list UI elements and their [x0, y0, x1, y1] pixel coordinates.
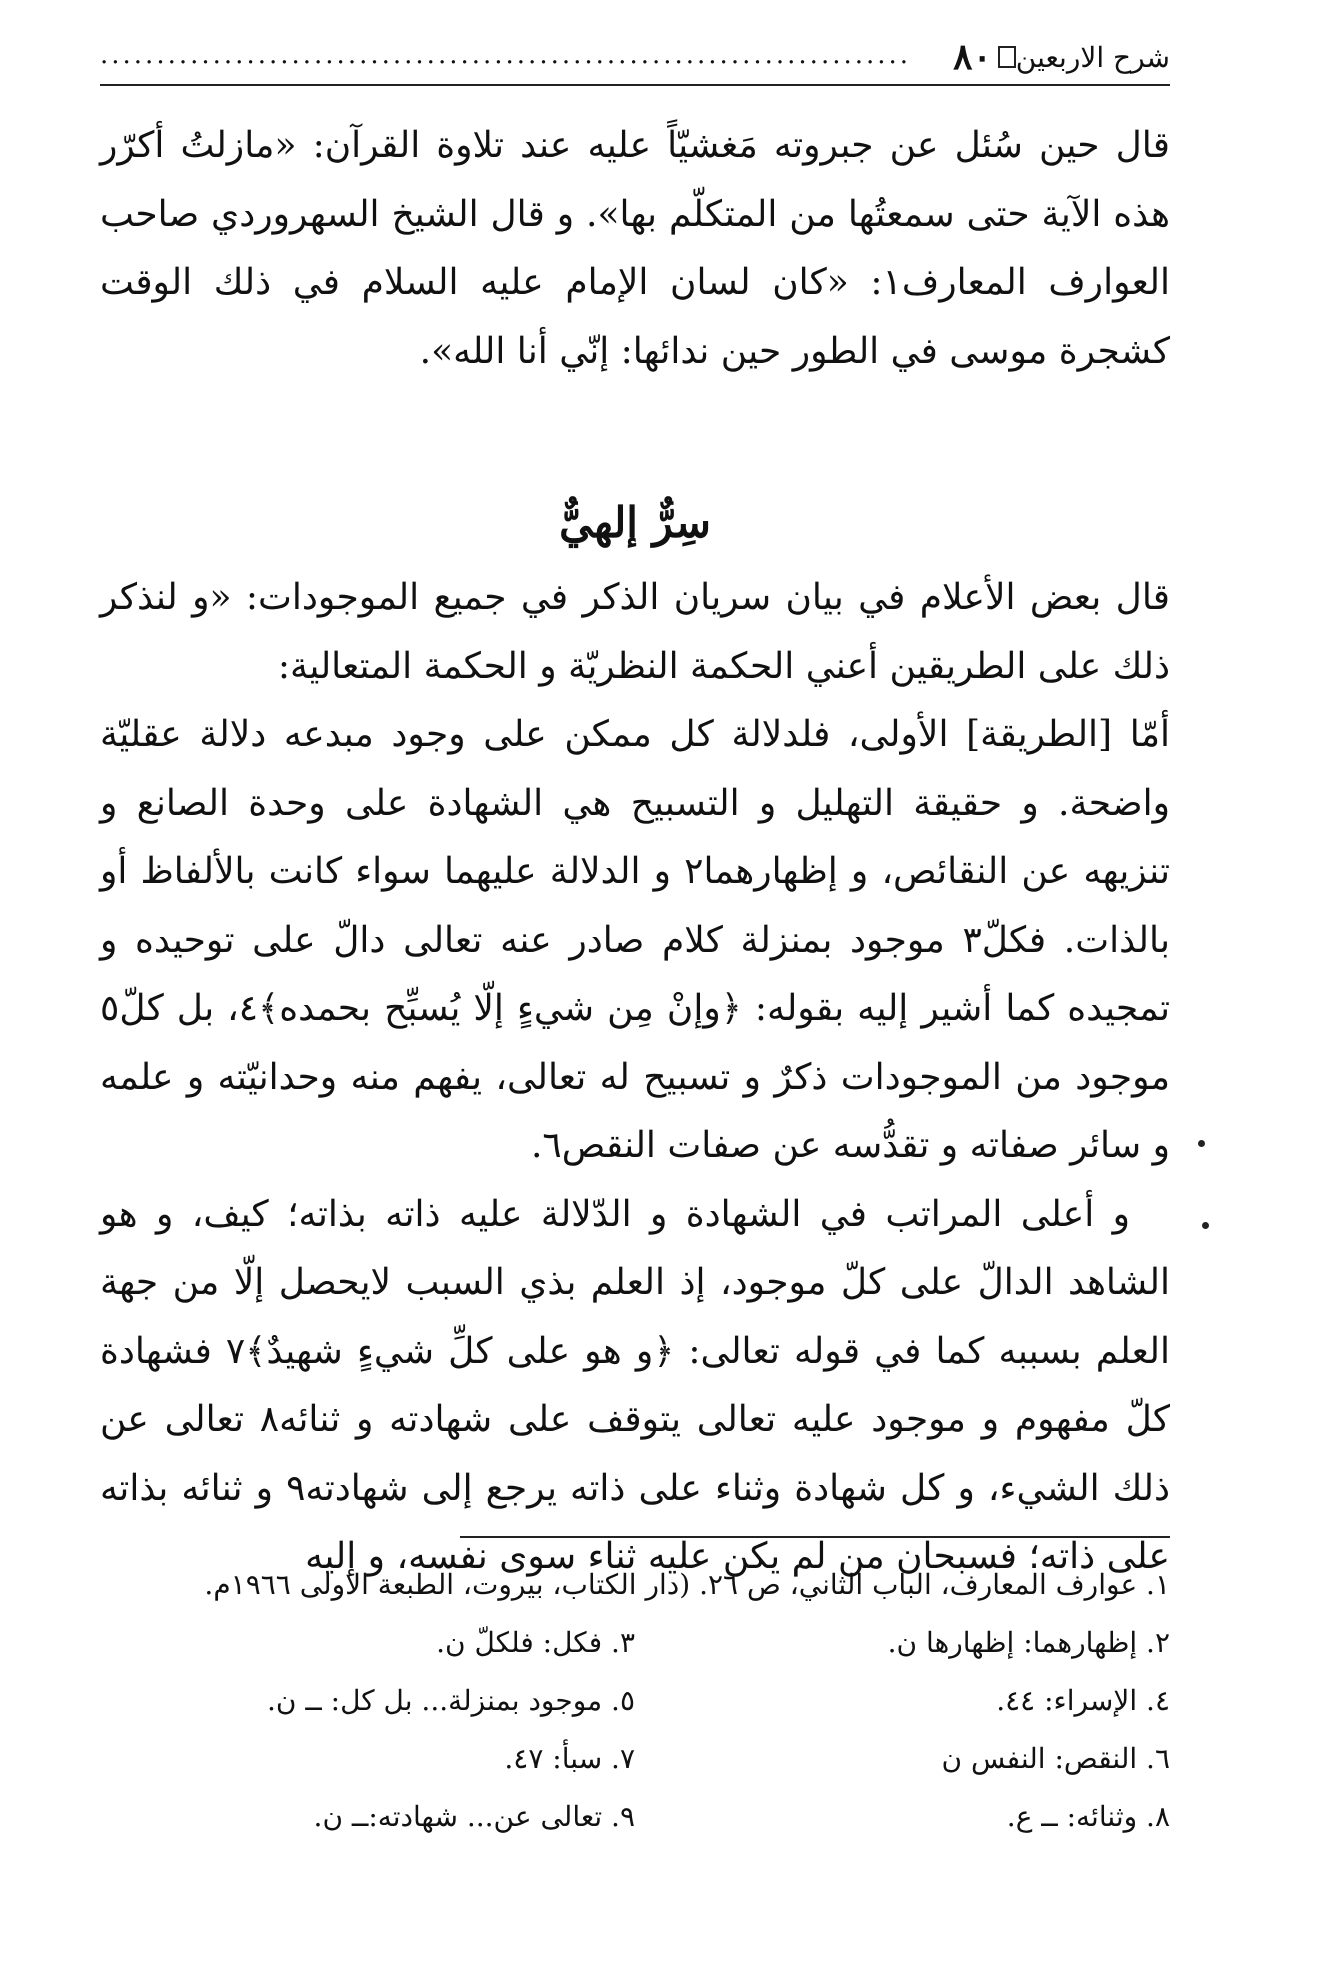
footnote-4: ٤. الإسراء: ٤٤.	[996, 1684, 1170, 1717]
footnote-8: ٨. وثنائه: ــ ع.	[1006, 1800, 1170, 1833]
footnote-7: ٧. سبأ: ٤٧.	[504, 1742, 635, 1775]
header-leader-dots: ........................................................................	[100, 40, 912, 70]
footnote-6: ٦. النقص: النفس ن	[941, 1742, 1170, 1775]
running-header	[100, 32, 1170, 86]
footnote-row	[100, 1788, 1170, 1846]
paragraph-intro: قال حين سُئل عن جبروته مَغشيّاً عليه عند تلاوة القرآن: «مازلتُ أكرّر هذه الآية حتى سمعتُها من المتكلّم بها». و قال الشيخ السهروردي صاحب العوارف المعارف١: «كان لسان الإمام عليه السلام في ذلك الوقت كشجرة موسى في الطور حين ندائها: إنّي أنا الله».	[100, 125, 1170, 372]
margin-dot	[1202, 1222, 1209, 1229]
page-number: ٨٠	[953, 36, 992, 78]
footnotes	[100, 1556, 1170, 1846]
footnote-1: ١. عوارف المعارف، الباب الثاني، ص ٢٦. (دار الكتاب، بيروت، الطبعة الاولى ١٩٦٦م.	[204, 1568, 1170, 1601]
section-heading: سِرٌّ إلهيٌّ	[559, 498, 711, 547]
book-title: شرح الاربعين	[1015, 40, 1170, 74]
footnote-2: ٢. إظهارهما: إظهارها ن.	[887, 1626, 1170, 1659]
paragraph-3: و أعلى المراتب في الشهادة و الدّلالة عليه ذاته بذاته؛ كيف، و هو الشاهد الدالّ على كلّ موجود، إذ العلم بذي السبب لايحصل إلّا من جهة العلم بسببه كما في قوله تعالى: ﴿و هو على كلِّ شيءٍ شهيدٌ﴾٧ فشهادة كلّ مفهوم و موجود عليه تعالى يتوقف على شهادته و ثنائه٨ تعالى عن ذلك الشيء، و كل شهادة وثناء على ذاته يرجع إلى شهادته٩ و ثنائه بذاته على ذاته؛ فسبحان من لم يكن عليه ثناء سوى نفسه، و إليه	[100, 1193, 1171, 1577]
footnote-row	[100, 1614, 1170, 1672]
square-ornament-icon	[998, 46, 1016, 68]
footnote-9: ٩. تعالى عن... شهادته:ــ ن.	[313, 1800, 635, 1833]
main-text	[100, 112, 1170, 1592]
paragraph-2: أمّا [الطريقة] الأولى، فلدلالة كل ممكن على وجود مبدعه دلالة عقليّة واضحة. و حقيقة التهليل و التسبيح هي الشهادة على وحدة الصانع و تنزيهه عن النقائص، و إظهارهما٢ و الدلالة عليهما سواء كانت بالألفاظ أو بالذات. فكلّ٣ موجود بمنزلة كلام صادر عنه تعالى دالّ على توحيده و تمجيده كما أشير إليه بقوله: ﴿وإنْ مِن شيءٍ إلّا يُسبِّح بحمده﴾٤، بل كلّ٥ موجود من الموجودات ذكرٌ و تسبيح له تعالى، يفهم منه وحدانيّته و علمه و سائر صفاته و تقدُّسه عن صفات النقص٦.	[100, 714, 1170, 1166]
header-title-group	[947, 36, 1170, 78]
footnote-row	[100, 1730, 1170, 1788]
footnote-separator	[460, 1536, 1170, 1538]
paragraph-1: قال بعض الأعلام في بيان سريان الذكر في جميع الموجودات: «و لنذكر ذلك على الطريقين أعني الحكمة النظريّة و الحكمة المتعالية:	[100, 577, 1170, 687]
footnote-row	[100, 1672, 1170, 1730]
margin-dot	[1198, 1140, 1205, 1147]
footnote-5: ٥. موجود بمنزلة... بل كل: ــ ن.	[266, 1684, 635, 1717]
footnote-3: ٣. فكل: فلكلّ ن.	[436, 1626, 635, 1659]
